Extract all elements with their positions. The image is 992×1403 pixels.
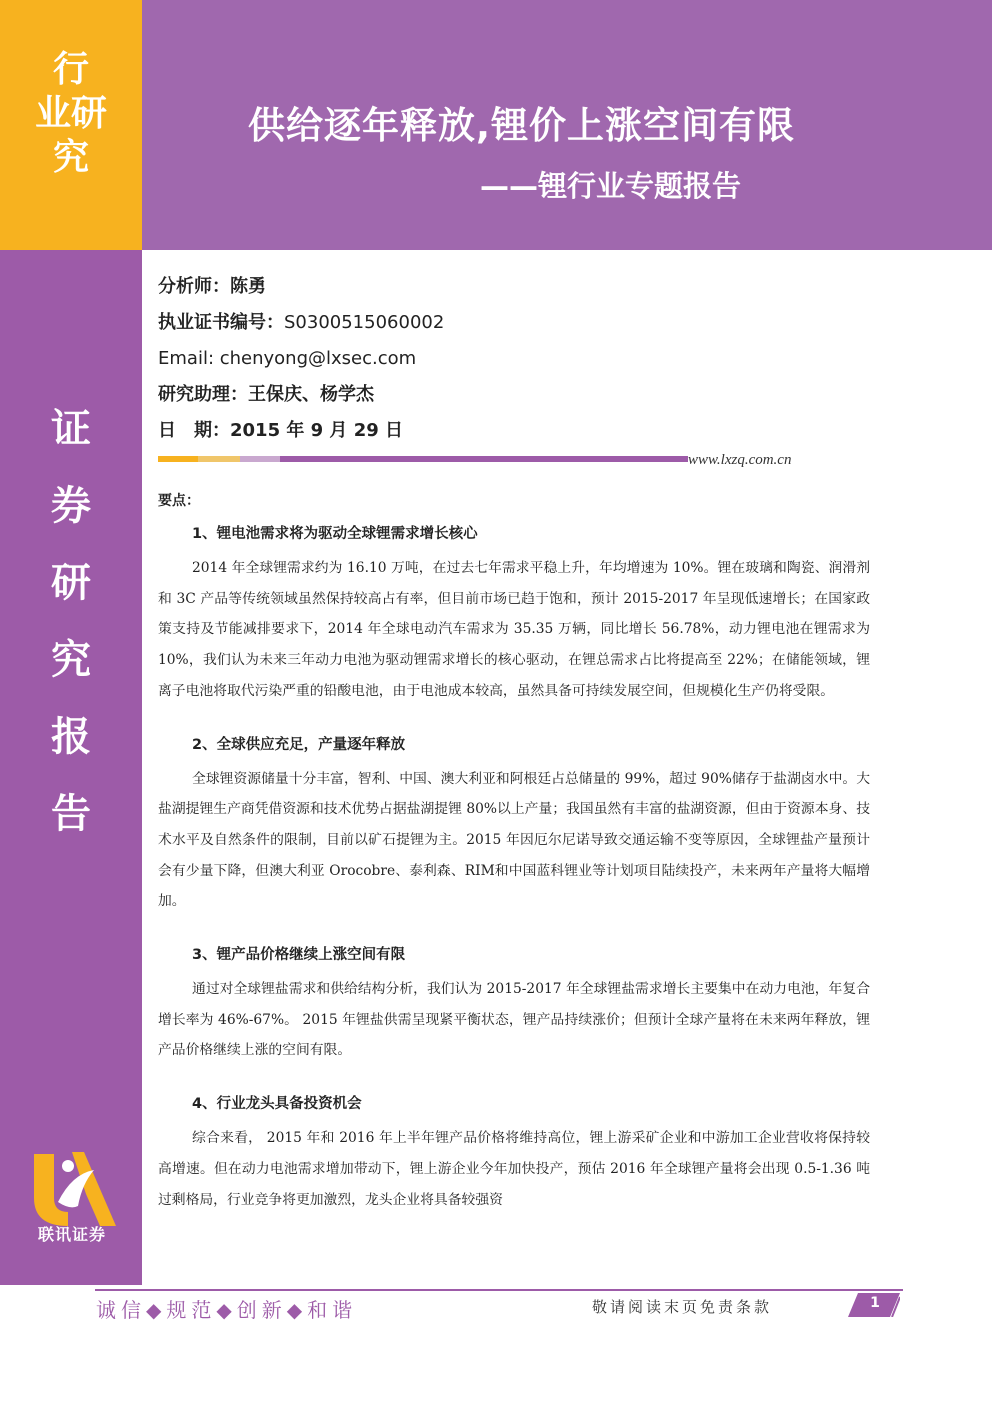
email-row (158, 344, 444, 380)
sidebar-industry-block (0, 0, 142, 250)
key-points (158, 490, 870, 1241)
page-number: 1 (870, 1295, 880, 1311)
footer-motto: 诚信◆规范◆创新◆和谐 (96, 1298, 358, 1322)
sidebar-top-line: 究 (52, 137, 89, 178)
sidebar-bottom-line: 证 (51, 405, 91, 452)
report-title: 供给逐年释放,锂价上涨空间有限 (248, 104, 796, 147)
section-body: 全球锂资源储量十分丰富，智利、中国、澳大利亚和阿根廷占总储量的 99%，超过 90%储存于盐湖卤水中。大盐湖提锂生产商凭借资源和技术优势占据盐湖提锂 80%以上产量；我国虽然有丰富的盐湖资源，但由于资源本身、技术水平及自然条件的限制，目前以矿石提锂为主。2015 年因厄尔尼诺导致交通运输不变等原因，全球锂盐产量预计会有少量下降，但澳大利亚 Orocobre、泰利森、RIM和中国蓝科锂业等计划项目陆续投产，未来两年产量将大幅增加。 (158, 770, 870, 910)
key-point-section (158, 1092, 870, 1215)
sidebar-bottom-line: 研 (51, 559, 91, 606)
sidebar-report-label (0, 390, 142, 852)
assistant-label: 研究助理： (158, 384, 248, 405)
sidebar-report-block (0, 250, 142, 1285)
section-body: 综合来看， 2015 年和 2016 年上半年锂产品价格将维持高位，锂上游采矿企业和中游加工企业营收将保持较高增速。但在动力电池需求增加带动下，锂上游企业今年加快投产，预估 2016 年全球锂产量将会出现 0.5-1.36 吨过剩格局，行业竞争将更加激烈，龙头企业将具备较强资 (158, 1130, 870, 1208)
email-address[interactable]: chenyong@lxsec.com (219, 348, 417, 369)
license-number: S0300515060002 (284, 312, 445, 333)
license-row (158, 308, 444, 344)
section-body: 2014 年全球锂需求约为 16.10 万吨，在过去七年需求平稳上升，年均增速为 10%。锂在玻璃和陶瓷、润滑剂和 3C 产品等传统领域虽然保持较高占有率，但目前市场已趋于饱和，预计 2015-2017 年呈现低速增长；在国家政策支持及节能减排要求下，2014 年全球电动汽车需求为 35.35 万辆，同比增长 56.78%，动力锂电池在锂需求为 10%，我们认为未来三年动力电池为驱动锂需求增长的核心驱动，在锂总需求占比将提高至 22%；在储能领域，锂离子电池将取代污染严重的铅酸电池，由于电池成本较高，虽然具备可持续发展空间，但规模化生产仍将受限。 (158, 560, 870, 699)
email-label: Email: (158, 348, 220, 369)
section-heading: 2、全球供应充足，产量逐年释放 (192, 736, 406, 753)
sidebar-bottom-line: 券 (51, 482, 91, 529)
section-heading: 4、行业龙头具备投资机会 (192, 1096, 362, 1113)
analyst-name: 陈勇 (230, 276, 266, 297)
key-point-section (158, 733, 870, 918)
author-info (158, 272, 444, 452)
sidebar-industry-label (0, 48, 142, 180)
assistant-row (158, 380, 444, 416)
website-link[interactable]: www.lxzq.com.cn (688, 452, 792, 468)
date-label: 日 期： (158, 420, 230, 441)
sidebar-top-line: 业研 (34, 93, 107, 134)
assistant-names: 王保庆、杨学杰 (248, 384, 374, 405)
sidebar-top-line: 行 (52, 49, 89, 90)
date-row (158, 416, 444, 452)
license-label: 执业证书编号： (158, 312, 284, 333)
sidebar-bottom-line: 告 (51, 790, 91, 837)
sidebar-bottom-line: 报 (51, 713, 91, 760)
analyst-label: 分析师： (158, 276, 230, 297)
divider-bar (158, 456, 688, 462)
report-date: 2015 年 9 月 29 日 (230, 420, 404, 441)
section-heading: 3、锂产品价格继续上涨空间有限 (192, 947, 406, 964)
report-subtitle: ——锂行业专题报告 (480, 169, 742, 203)
section-body: 通过对全球锂盐需求和供给结构分析，我们认为 2015-2017 年全球锂盐需求增长主要集中在动力电池，年复合增长率为 46%-67%。 2015 年锂盐供需呈现紧平衡状态，锂产品持续涨价；但预计全球产量将在未来两年释放，锂产品价格继续上涨的空间有限。 (158, 981, 870, 1059)
key-point-section (158, 522, 870, 707)
sidebar-bottom-line: 究 (51, 636, 91, 683)
key-points-label: 要点： (158, 493, 200, 509)
analyst-row (158, 272, 444, 308)
key-point-section (158, 943, 870, 1066)
section-heading: 1、锂电池需求将为驱动全球锂需求增长核心 (192, 526, 478, 542)
footer-disclaimer: 敬请阅读末页免责条款 (592, 1298, 773, 1316)
footer-divider (95, 1289, 903, 1291)
company-logo-text: 联讯证券 (37, 1225, 106, 1244)
